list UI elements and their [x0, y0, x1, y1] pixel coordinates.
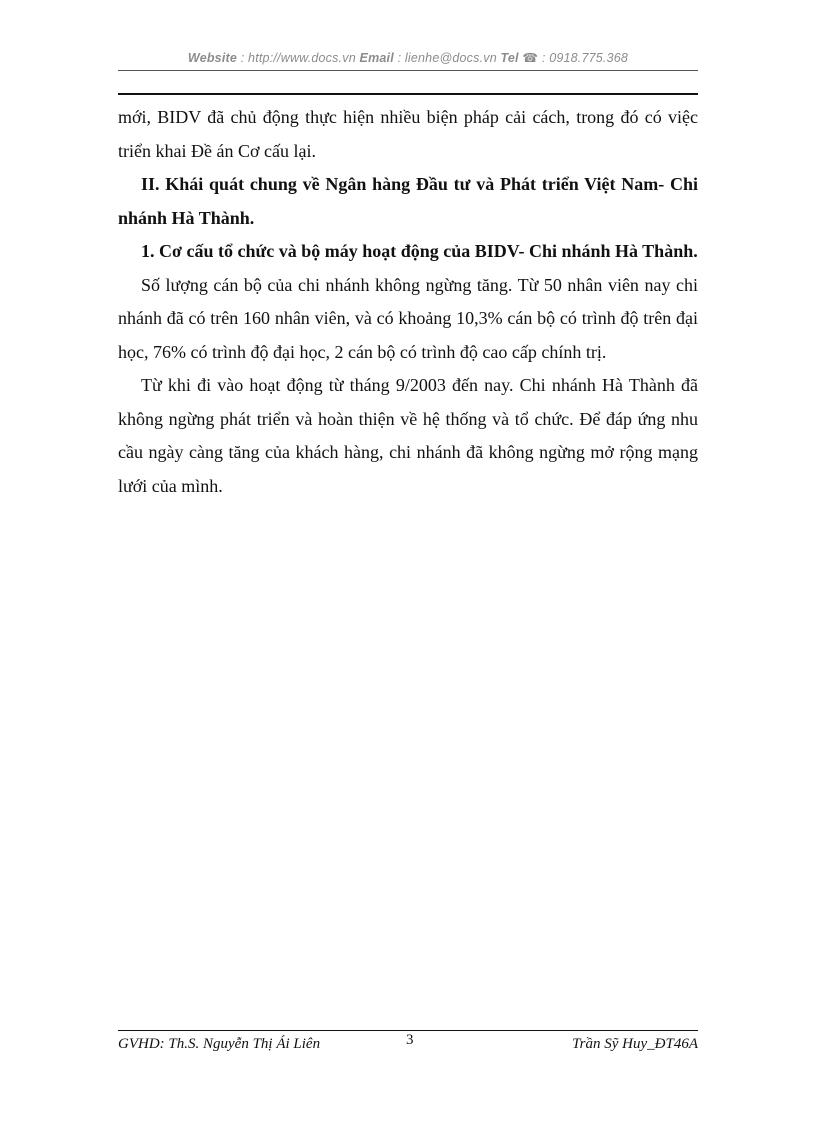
footer-advisor: GVHD: Th.S. Nguyễn Thị Ái Liên	[118, 1036, 321, 1052]
page-body	[118, 101, 698, 503]
website-value: : http://www.docs.vn	[237, 51, 360, 65]
tel-value: ☎ : 0918.775.368	[518, 51, 629, 65]
header-divider-thin	[118, 70, 698, 71]
page-number: 3	[406, 1032, 414, 1048]
section-heading-2: II. Khái quát chung về Ngân hàng Đầu tư và Phát triển Việt Nam- Chi nhánh Hà Thành.	[118, 174, 698, 228]
website-label: Website	[187, 51, 238, 65]
page-footer	[118, 1032, 698, 1058]
footer-author: Trần Sỹ Huy_ĐT46A	[572, 1036, 698, 1052]
paragraph-continuation: mới, BIDV đã chủ động thực hiện nhiều biện pháp cải cách, trong đó có việc triển khai Đề án Cơ cấu lại.	[118, 107, 698, 161]
tel-label: Tel	[500, 51, 519, 65]
paragraph-staff: Số lượng cán bộ của chi nhánh không ngừng tăng. Từ 50 nhân viên nay chi nhánh đã có trên 160 nhân viên, và có khoảng 10,3% cán bộ có trình độ trên đại học, 76% có trình độ đại học, 2 cán bộ có trình độ cao cấp chính trị.	[118, 274, 698, 362]
paragraph-development: Từ khi đi vào hoạt động từ tháng 9/2003 đến nay. Chi nhánh Hà Thành đã không ngừng phát triển và hoàn thiện về hệ thống và tổ chức. Để đáp ứng nhu cầu ngày càng tăng của khách hàng, chi nhánh đã không ngừng mở rộng mạng lưới của mình.	[118, 375, 698, 496]
section-heading-3: 1. Cơ cấu tổ chức và bộ máy hoạt động của BIDV- Chi nhánh Hà Thành.	[141, 241, 698, 261]
email-label: Email	[359, 51, 394, 65]
email-value: : lienhe@docs.vn	[393, 51, 501, 65]
page-header	[118, 50, 698, 65]
header-divider-thick	[118, 93, 698, 95]
footer-divider	[118, 1030, 698, 1031]
